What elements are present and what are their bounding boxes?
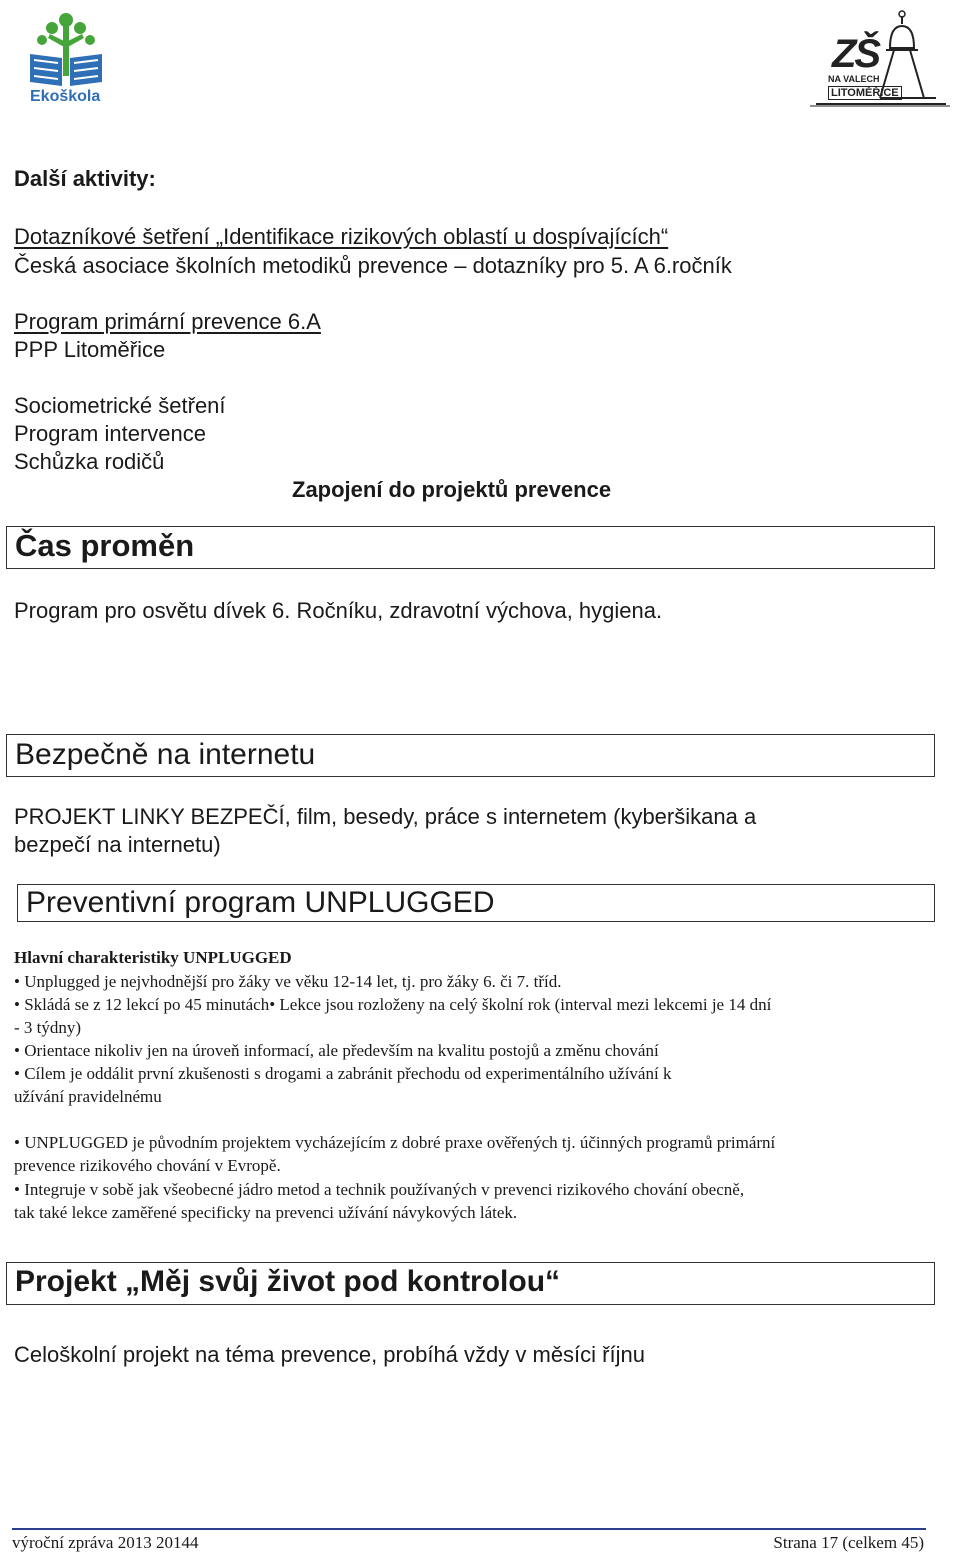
unplugged-line: tak také lekce zaměřené specificky na prevenci užívání návykových látek.: [14, 1203, 518, 1222]
survey-line-2: Česká asociace školních metodiků prevence – dotazníky pro 5. A 6.ročník: [14, 253, 732, 278]
school-logo-letters: ZŠ: [832, 32, 880, 76]
unplugged-line: • Unplugged je nejvhodnější pro žáky ve věku 12-14 let, tj. pro žáky 6. či 7. tříd.: [14, 972, 562, 991]
program-line-2: PPP Litoměřice: [14, 337, 166, 362]
unplugged-box: [17, 884, 935, 922]
unplugged-title: Preventivní program UNPLUGGED: [26, 886, 495, 919]
ekoskola-logo: [24, 8, 108, 112]
internet-box: [6, 734, 935, 777]
program-line-1: Program primární prevence 6.A: [14, 309, 321, 334]
intervention-item: Program intervence: [14, 421, 206, 446]
unplugged-line: • Skládá se z 12 lekcí po 45 minutách• Lekce jsou rozloženy na celý školní rok (interval mezi lekcemi je 14 dní: [14, 995, 772, 1014]
parents-meeting-item: Schůzka rodičů: [14, 449, 165, 474]
unplugged-line: prevence rizikového chování v Evropě.: [14, 1156, 281, 1175]
section-title-dalsi-aktivity: Další aktivity:: [14, 166, 156, 191]
school-logo-line2: LITOMĚŘICE: [828, 86, 902, 100]
internet-line-1: PROJEKT LINKY BEZPEČÍ, film, besedy, práce s internetem (kyberšikana a: [14, 804, 757, 829]
ekoskola-logo-text: Ekoškola: [30, 88, 101, 105]
sociometric-item: Sociometrické šetření: [14, 393, 226, 418]
unplugged-line: • Integruje v sobě jak všeobecné jádro metod a technik používaných v prevenci rizikového chování obecně,: [14, 1180, 745, 1199]
unplugged-heading: Hlavní charakteristiky UNPLUGGED: [14, 948, 292, 967]
footer-right: Strana 17 (celkem 45): [773, 1533, 924, 1552]
survey-line-1: Dotazníkové šetření „Identifikace rizikových oblastí u dospívajících“: [14, 224, 669, 249]
footer-rule: [12, 1528, 926, 1530]
projekt-text: Celoškolní projekt na téma prevence, probíhá vždy v měsíci říjnu: [14, 1342, 645, 1367]
school-logo: [806, 8, 952, 108]
projekt-box: [6, 1262, 935, 1305]
cas-promen-text: Program pro osvětu dívek 6. Ročníku, zdravotní výchova, hygiena.: [14, 598, 663, 623]
cas-promen-title: Čas proměn: [15, 528, 195, 563]
unplugged-line: užívání pravidelnému: [14, 1087, 162, 1106]
school-logo-line1: NA VALECH: [828, 74, 880, 84]
cas-promen-box: [6, 526, 935, 569]
internet-line-2: bezpečí na internetu): [14, 832, 221, 857]
footer-left: výroční zpráva 2013 20144: [12, 1533, 199, 1552]
projekt-title: Projekt „Měj svůj život pod kontrolou“: [15, 1265, 561, 1298]
unplugged-line: • Cílem je oddálit první zkušenosti s drogami a zabránit přechodu od experimentálního užívání k: [14, 1064, 672, 1083]
projects-heading: Zapojení do projektů prevence: [292, 477, 612, 502]
unplugged-line: • UNPLUGGED je původním projektem vycházejícím z dobré praxe ověřených tj. účinných programů primární: [14, 1133, 776, 1152]
unplugged-line: - 3 týdny): [14, 1018, 82, 1037]
internet-title: Bezpečně na internetu: [15, 738, 316, 771]
unplugged-line: • Orientace nikoliv jen na úroveň informací, ale především na kvalitu postojů a změnu chování: [14, 1041, 659, 1060]
